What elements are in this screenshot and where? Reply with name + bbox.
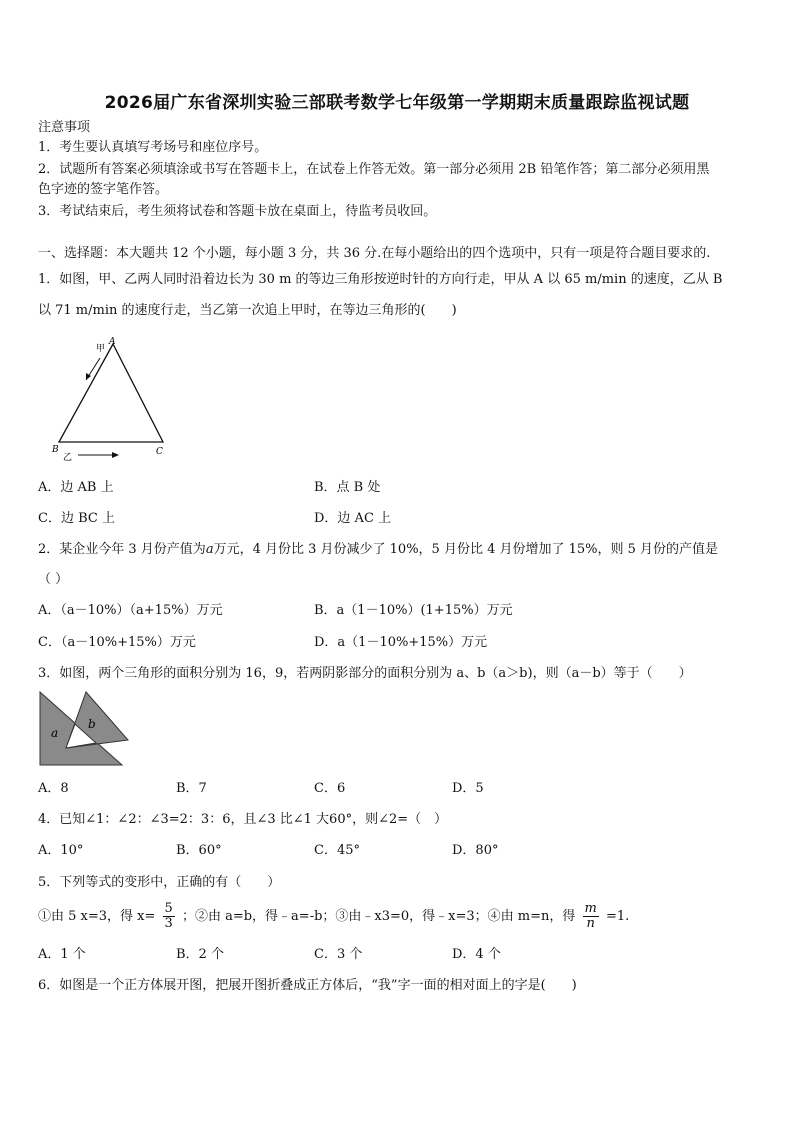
q4-text: 4．已知∠1：∠2：∠3=2：3：6，且∠3 比∠1 大60°，则∠2=（ ） xyxy=(38,812,448,827)
q5-option-b[interactable]: B．2 个 xyxy=(176,947,224,962)
q5-statements: ①由 5 x=3，得 x= $\frac{5}{3}$ ；②由 a=b，得﹣a=-b；③由﹣x3=0，得﹣x=3；④由 m=n，得 $\frac{m}{n}$ =1. xyxy=(38,901,630,931)
notice-item-3: 3．考试结束后，考生须将试卷和答题卡放在桌面上，待监考员收回。 xyxy=(38,204,437,219)
exam-title: 2026届广东省深圳实验三部联考数学七年级第一学期期末质量跟踪监视试题 xyxy=(104,93,690,113)
fraction-5-3: $\frac{5}{3}$ xyxy=(164,901,173,931)
q5-option-d[interactable]: D．4 个 xyxy=(452,947,501,962)
q4-option-c[interactable]: C．45° xyxy=(314,843,360,858)
q1-option-c[interactable]: C．边 BC 上 xyxy=(38,511,115,526)
section-heading: 一、选择题：本大题共 12 个小题，每小题 3 分，共 36 分.在每小题给出的四个选项中，只有一项是符合题目要求的. xyxy=(38,246,711,261)
q5-option-c[interactable]: C．3 个 xyxy=(314,947,363,962)
q5-text: 5．下列等式的变形中，正确的有（ ） xyxy=(38,875,281,890)
q3-option-b[interactable]: B．7 xyxy=(176,781,207,796)
label-jia: 甲 xyxy=(96,344,106,354)
q2-option-a[interactable]: A．（a－10%）（a+15%）万元 xyxy=(38,603,223,618)
q1-option-b[interactable]: B．点 B 处 xyxy=(314,480,381,495)
q1-option-d[interactable]: D．边 AC 上 xyxy=(314,511,392,526)
q2-option-d[interactable]: D．a（1－10%+15%）万元 xyxy=(314,635,488,650)
label-b: b xyxy=(88,717,96,731)
q1-text-line1: 1．如图，甲、乙两人同时沿着边长为 30 m 的等边三角形按逆时针的方向行走，甲从 A 以 65 m/min 的速度，乙从 B xyxy=(38,272,723,287)
q3-option-d[interactable]: D．5 xyxy=(452,781,484,796)
q1-option-a[interactable]: A．边 AB 上 xyxy=(38,480,114,495)
label-A: A xyxy=(109,337,116,347)
notice-item-1: 1．考生要认真填写考场号和座位序号。 xyxy=(38,140,268,155)
q2-text-line1: 2．某企业今年 3 月份产值为a万元，4 月份比 3 月份减少了 10%，5 月份比 4 月份增加了 15%，则 5 月份的产值是 xyxy=(38,542,719,557)
fraction-m-n: $\frac{m}{n}$ xyxy=(584,901,597,931)
q3-text: 3．如图，两个三角形的面积分别为 16，9，若两阴影部分的面积分别为 a、b（a＞b)，则（a－b）等于（ ） xyxy=(38,666,692,681)
q3-option-a[interactable]: A．8 xyxy=(38,781,69,796)
notice-item-2-cont: 色字迹的签字笔作答。 xyxy=(38,182,169,197)
label-a: a xyxy=(51,726,59,740)
q4-option-d[interactable]: D．80° xyxy=(452,843,499,858)
label-yi: 乙 xyxy=(63,453,73,463)
q3-option-c[interactable]: C．6 xyxy=(314,781,346,796)
notice-item-2: 2．试题所有答案必须填涂或书写在答题卡上，在试卷上作答无效。第一部分必须用 2B 铅笔作答；第二部分必须用黑 xyxy=(38,162,710,177)
q4-option-b[interactable]: B．60° xyxy=(176,843,222,858)
q1-text-line2: 以 71 m/min 的速度行走，当乙第一次追上甲时，在等边三角形的( ) xyxy=(38,303,457,318)
notice-heading: 注意事项 xyxy=(38,120,91,135)
q1-triangle-figure xyxy=(45,336,175,466)
q2-option-b[interactable]: B．a（1－10%）(1+15%）万元 xyxy=(314,603,513,618)
q6-text: 6．如图是一个正方体展开图，把展开图折叠成正方体后，“我”字一面的相对面上的字是( ) xyxy=(38,978,577,993)
label-C: C xyxy=(156,447,163,457)
q2-text-line2: （ ） xyxy=(38,572,69,587)
q5-option-a[interactable]: A．1 个 xyxy=(38,947,86,962)
label-B: B xyxy=(52,445,59,455)
q3-overlap-figure xyxy=(38,690,130,768)
q4-option-a[interactable]: A．10° xyxy=(38,843,84,858)
q2-option-c[interactable]: C．（a－10%+15%）万元 xyxy=(38,635,196,650)
